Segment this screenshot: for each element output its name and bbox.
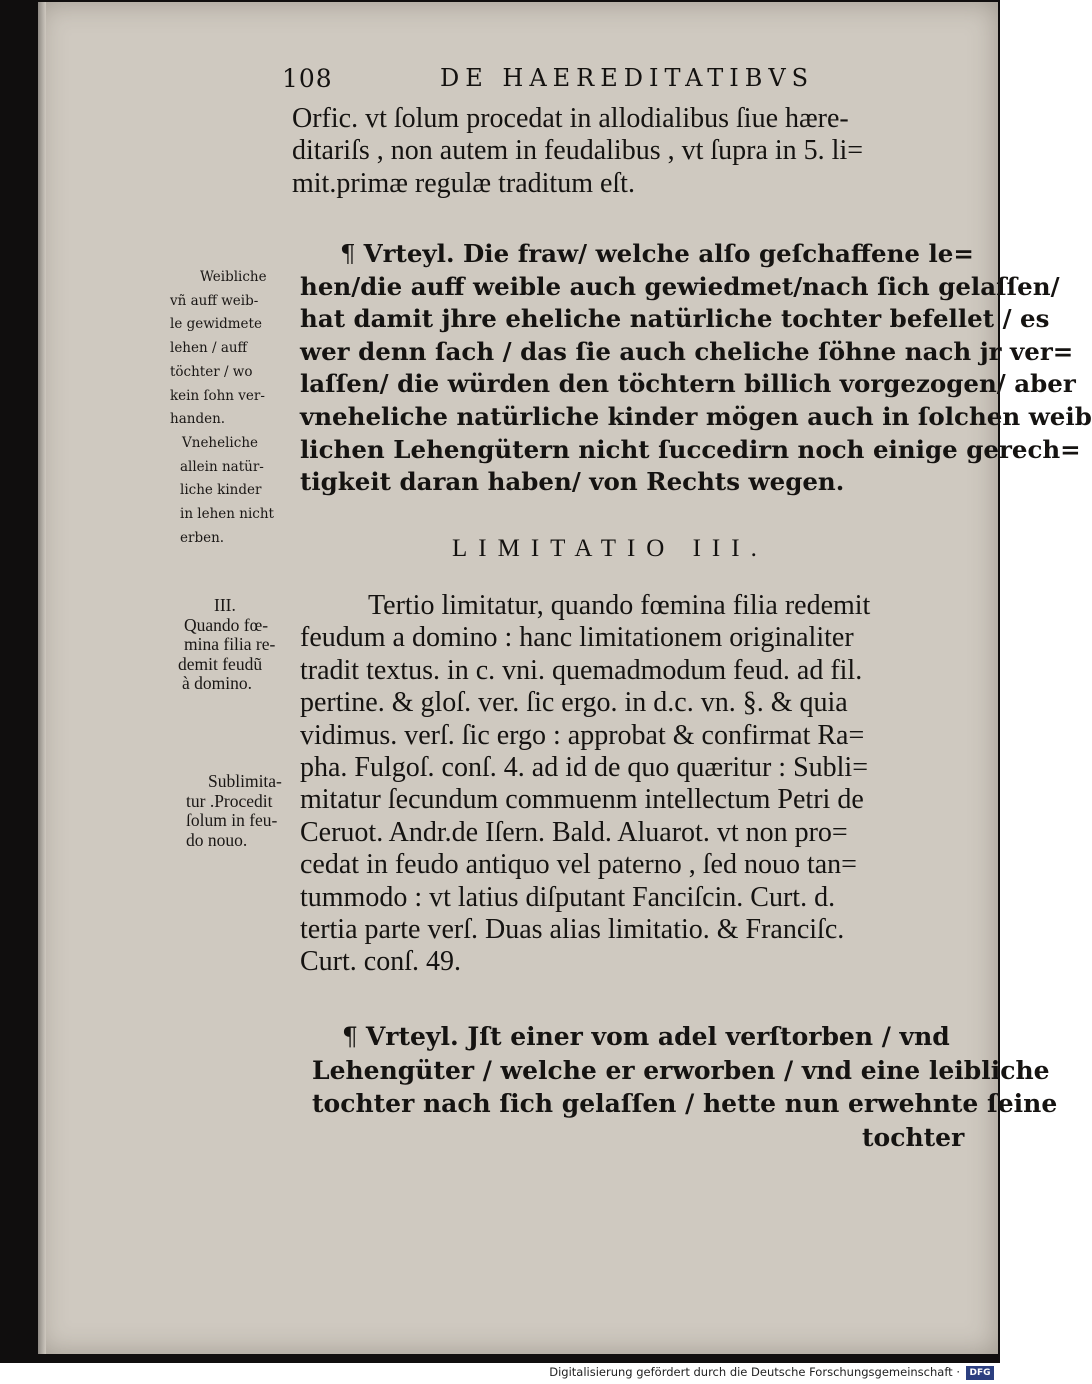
dfg-logo: DFG <box>966 1366 994 1380</box>
text-line: ¶ Vrteyl. Jſt einer vom adel verſtorben / vnd <box>342 1022 950 1051</box>
text-line: Ceruot. Andr.de Iſern. Bald. Aluarot. vt non pro= <box>300 816 848 848</box>
margin-line: do nouo. <box>186 829 248 850</box>
text-line: ditariſs , non autem in feudalibus , vt ſupra in 5. li= <box>292 135 864 167</box>
text-line: tochter nach ſich gelaſſen / hette nun erwehnte ſeine <box>312 1089 1058 1118</box>
margin-line: à domino. <box>182 673 252 693</box>
text-line: tradit textus. in c. vni. quemadmodum feud. ad fil. <box>300 654 863 686</box>
page-header <box>282 64 852 98</box>
margin-line: in lehen nicht <box>180 506 274 523</box>
text-line: vidimus. verſ. ſic ergo : approbat & confirmat Ra= <box>300 719 865 751</box>
margin-line: le gewidmete <box>170 316 262 333</box>
margin-note-german <box>170 266 300 550</box>
text-line: feudum a domino : hanc limitationem originaliter <box>300 622 854 654</box>
text-line: laſſen/ die würden den töchtern billich vorgezogen/ aber <box>300 369 1076 399</box>
text-line: vneheliche natürliche kinder mögen auch in ſolchen weib <box>300 401 1092 431</box>
text-line: Tertio limitatur, quando fœmina filia redemit <box>368 590 871 621</box>
running-head: DE HAEREDITATIBVS <box>440 64 815 92</box>
text-line: Curt. conſ. 49. <box>300 946 461 978</box>
text-line: cedat in feudo antiquo vel paterno , ſed nouo tan= <box>300 849 857 881</box>
section-heading: LIMITATIO III. <box>452 535 768 562</box>
margin-line: kein ſohn ver- <box>170 387 265 404</box>
margin-line: mina filia re- <box>184 634 276 654</box>
margin-line: erben. <box>180 529 225 546</box>
margin-line: allein natür- <box>180 458 264 475</box>
margin-line: vñ auff weib- <box>170 292 259 309</box>
margin-line: III. <box>214 595 236 615</box>
margin-line: handen. <box>170 411 226 428</box>
text-line: tummodo : vt latius diſputant Fanciſcin. Curt. d. <box>300 881 836 913</box>
pilcrow-mark: ¶ <box>342 1022 358 1051</box>
margin-line: Sublimita- <box>208 771 282 791</box>
footer-credit: Digitalisierung gefördert durch die Deutsche Forschungsgemeinschaft · <box>549 1365 960 1379</box>
text-line: ¶ Vrteyl. Die fraw/ welche alſo geſchaffene le= <box>340 239 974 268</box>
text-line: pha. Fulgoſ. conſ. 4. ad id de quo quæritur : Subli= <box>300 752 868 784</box>
margin-line: demit feudũ <box>178 653 263 674</box>
limitation-paragraph <box>300 590 870 979</box>
text-line: Lehengüter / welche er erworben / vnd eine leibliche <box>312 1055 1050 1085</box>
urteil-paragraph-2 <box>312 1020 1057 1121</box>
urteil-paragraph-1 <box>300 238 1092 499</box>
text-line: lichen Lehengütern nicht ſuccedirn noch einige gerech= <box>300 434 1081 464</box>
margin-line: tur .Procedit <box>186 790 273 811</box>
text-line: hat damit jhre eheliche natürliche tochter befellet / es <box>300 304 1050 334</box>
margin-note-latin-1 <box>178 596 302 694</box>
paragraph-continuation <box>292 103 863 200</box>
text-line: hen/die auff weible auch gewiedmet/nach ſich gelaſſen/ <box>300 271 1060 301</box>
margin-line: liche kinder <box>180 482 262 499</box>
pilcrow-mark: ¶ <box>340 239 356 268</box>
text-line: mitatur ſecundum commuenm intellectum Petri de <box>300 784 864 816</box>
margin-note-latin-2 <box>186 772 310 850</box>
text-line: mit.primæ regulæ traditum eſt. <box>292 167 635 199</box>
margin-line: Quando fœ- <box>184 614 269 635</box>
margin-line: Weibliche <box>200 269 267 285</box>
catchword-text: tochter <box>862 1123 965 1152</box>
margin-line: lehen / auff <box>170 340 248 357</box>
catchword <box>862 1121 964 1155</box>
text-line: pertine. & gloſ. ver. ſic ergo. in d.c. vn. §. & quia <box>300 687 848 719</box>
footer-bar <box>0 1363 1000 1384</box>
margin-line: töchter / wo <box>170 363 253 380</box>
margin-line: Vneheliche <box>182 434 258 451</box>
text-line: Orfic. vt ſolum procedat in allodialibus ſiue hære- <box>292 103 849 134</box>
text-line: wer denn ſach / das ſie auch cheliche ſöhne nach jr ver= <box>300 336 1074 366</box>
margin-line: ſolum in feu- <box>186 810 278 830</box>
text-line: tigkeit daran haben/ von Rechts wegen. <box>300 467 845 497</box>
text-line: tertia parte verſ. Duas alias limitatio. & Franciſc. <box>300 914 845 946</box>
page-number: 108 <box>282 64 333 93</box>
